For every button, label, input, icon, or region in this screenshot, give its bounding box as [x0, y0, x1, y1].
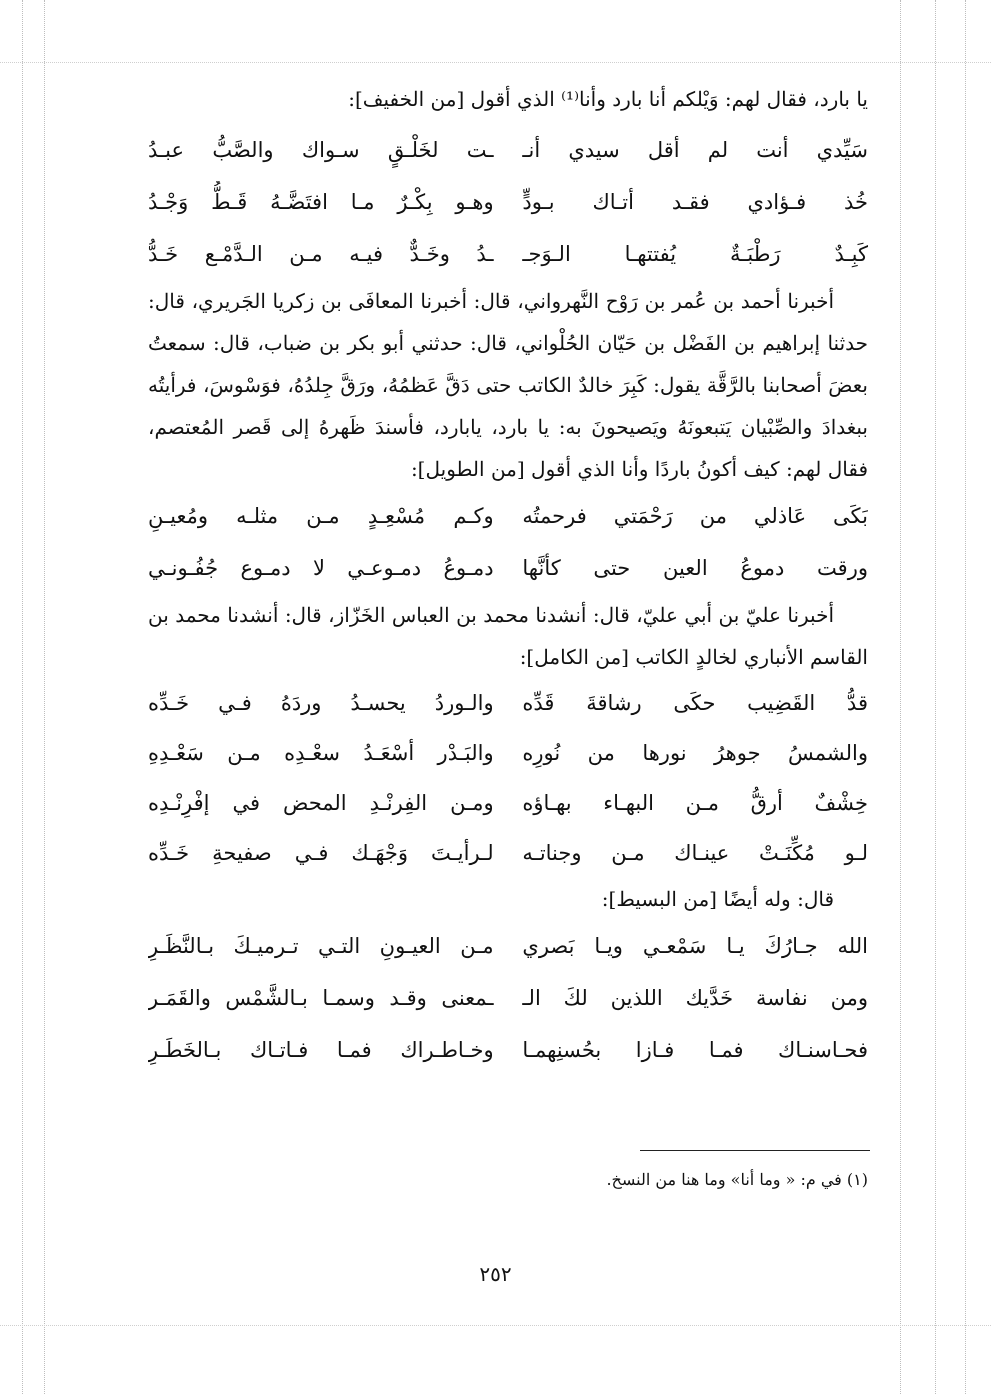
paragraph: أخبرنا أحمد بن عُمر بن رَوْح النَّهرواني، قال: أخبرنا المعافَى بن زكريا الجَريري، قال: حدثنا إبراهيم بن الفَضْل بن حَيّان الحُلْواني، قال: حدثني أبو بكر بن ضباب، قال: سمعتُ بعضَ أصحابنا بالرَّقَّة يقول: كَبِرَ خالدٌ الكاتب حتى دَقَّ عَظمُهُ، ورَقَّ جِلدُهُ، فوَسْوسَ، فرأيتُه ببغدادَ والصِّبْيان يَتبعونَهُ ويَصيحونَ به: يا بارد، يابارد، فأسندَ ظَهرهُ إلى قَصر المُعتصم، فقال لهم: كيف أكونُ باردًا وأنا الذي أقول [من الطويل]:	[148, 289, 868, 481]
scan-dots	[965, 0, 966, 1394]
verse-second-half: ـت لخَلْـقٍ سـواك والصَّبُّ عبـدُ	[148, 138, 494, 162]
verse-first-half: فحـاسنـاك فمـا فـازا بحُسنِهمـا	[522, 1038, 868, 1062]
verse-second-half: مـن العيـونِ التـي تـرميـكَ بـالنَّظَـرِ	[148, 934, 494, 958]
scan-dots	[0, 62, 991, 63]
scan-dots	[22, 0, 23, 1394]
footnote-divider	[640, 1150, 870, 1151]
poem-verse	[148, 124, 868, 176]
verse-first-half: خِشْفٌ أرقُّ مـن البهـاء بهـاؤه	[522, 791, 868, 815]
scan-dots	[44, 0, 45, 1394]
verse-first-half: خُذ فـؤادي فقـد أتـاك بـودٍّ	[522, 190, 868, 214]
verse-first-half: سَيِّدي أنت لم أقل سيدي أنـ	[522, 138, 868, 162]
poem-verse	[148, 490, 868, 542]
verse-second-half: وخـاطـراك فمـا فـاتـاك بـالخَطَـرِ	[148, 1038, 494, 1062]
poem-verse	[148, 176, 868, 228]
main-text	[148, 78, 868, 1076]
verse-second-half: ـمعنى وقـد وسمـا بـالشَّمْس والقَمَـر	[148, 986, 494, 1010]
intro-line: يا بارد، فقال لهم: وَيْلكم أنا بارد وأنا⁽¹⁾ الذي أقول [من الخفيف]:	[348, 87, 868, 111]
verse-second-half: لـرأيـتَ وَجْهَـك فـي صفيحةِ خَـدِّه	[148, 841, 494, 865]
paragraph: قال: وله أيضًا [من البسيط]:	[601, 887, 834, 911]
verse-first-half: بَكَى عَاذلي من رَحْمَتي فرحمتُه	[522, 504, 868, 528]
verse-first-half: كَبِـدٌ رَطْبَـةٌ يُفتتهـا الـوَجـ	[522, 242, 868, 266]
scan-dots	[0, 1325, 991, 1326]
verse-first-half: لـو مُكِّنَـتْ عينـاك مـن وجناتـه	[522, 841, 868, 865]
verse-second-half: وكـم مُسْعِـدٍ مـن مثلـه ومُعيـنِ	[148, 504, 494, 528]
verse-first-half: ورقت دموعُ العين حتى كأنَّها	[522, 556, 868, 580]
page-number: ٢٥٢	[479, 1262, 512, 1286]
verse-first-half: قدُّ القَضِيب حكَى رشاقةَ قَدِّه	[522, 691, 868, 715]
poem-verse	[148, 228, 868, 280]
verse-first-half: الله جـارُكَ يـا سَمْعـي ويـا بَصري	[522, 934, 868, 958]
verse-second-half: ـدُ وخَـدٌّ فيـه مـن الـدَّمْـع خَـدُّ	[148, 242, 494, 266]
poem-verse	[148, 678, 868, 728]
poem-verse	[148, 1024, 868, 1076]
verse-second-half: دمـوعُ دمـوعـي لا دمـوع جُفُـونـي	[148, 556, 494, 580]
scan-dots	[900, 0, 901, 1394]
paragraph: أخبرنا عليّ بن أبي عليّ، قال: أنشدنا محمد بن العباس الخَزّاز، قال: أنشدنا محمد بن القاسم الأنباري لخالدٍ الكاتب [من الكامل]:	[148, 603, 868, 669]
verse-second-half: وهـو بِكْـرٌ مـا افتَضَّـهُ قَـطُّ وَجْـدُ	[148, 190, 494, 214]
verse-second-half: والبَـدْر أسْعَـدُ سعْـدِه مـن سَعْـدِهِ	[148, 741, 494, 765]
poem-verse	[148, 972, 868, 1024]
poem-verse	[148, 542, 868, 594]
poem-verse	[148, 920, 868, 972]
poem-verse	[148, 728, 868, 778]
verse-second-half: والـوردُ يحسـدُ وردَهُ فـي خَـدِّه	[148, 691, 494, 715]
poem-verse	[148, 778, 868, 828]
poem-verse	[148, 828, 868, 878]
verse-first-half: ومن نفاسة خَدَّيك اللذين لكَ الـ	[522, 986, 868, 1010]
verse-second-half: ومـن الفِرنْـدِ المحض في إفْرِنْـدِه	[148, 791, 494, 815]
verse-first-half: والشمسُ جوهرُ نورها من نُورِه	[522, 741, 868, 765]
footnote: (١) في م: « وما أنا» وما هنا من النسخ.	[606, 1170, 868, 1189]
scan-dots	[935, 0, 936, 1394]
